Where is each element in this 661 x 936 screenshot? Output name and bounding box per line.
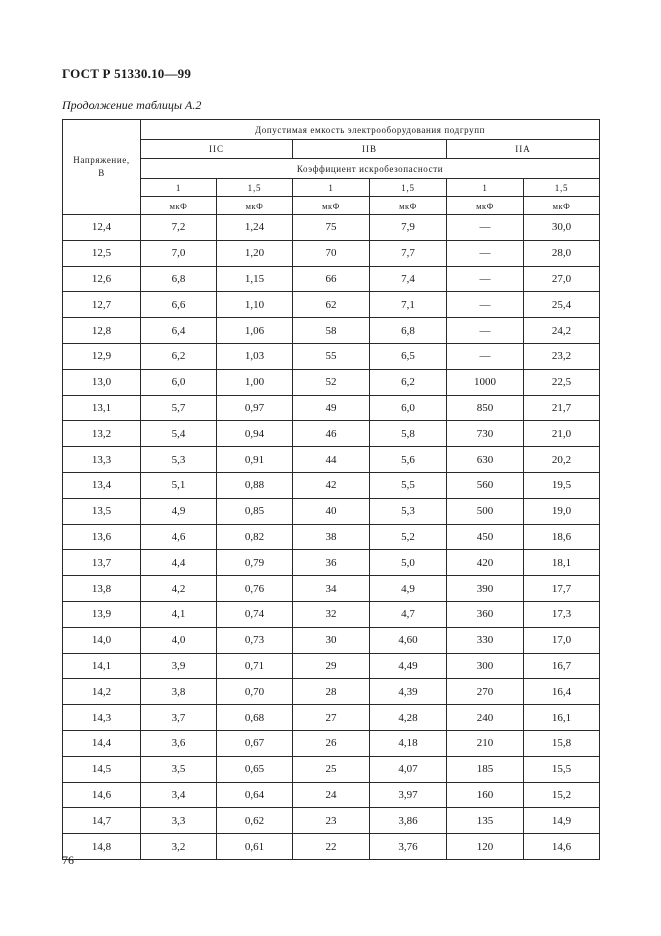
capacitance-cell: 20,2 bbox=[524, 447, 600, 473]
capacitance-cell: 7,2 bbox=[141, 215, 217, 241]
unit-header: мкФ bbox=[293, 197, 370, 215]
capacitance-cell: 27,0 bbox=[524, 266, 600, 292]
capacitance-cell: 42 bbox=[293, 472, 370, 498]
capacitance-cell: 1,06 bbox=[217, 318, 293, 344]
capacity-header: Допустимая емкость электрооборудования подгрупп bbox=[141, 120, 600, 140]
capacitance-cell: 24,2 bbox=[524, 318, 600, 344]
capacitance-cell: 1,03 bbox=[217, 343, 293, 369]
capacitance-cell: 21,0 bbox=[524, 421, 600, 447]
capacitance-cell: 24 bbox=[293, 782, 370, 808]
capacitance-cell: 0,91 bbox=[217, 447, 293, 473]
capacitance-cell: 16,1 bbox=[524, 705, 600, 731]
capacitance-cell: 70 bbox=[293, 240, 370, 266]
group-header: IIВ bbox=[293, 140, 447, 159]
capacitance-cell: 0,71 bbox=[217, 653, 293, 679]
capacitance-cell: 3,5 bbox=[141, 756, 217, 782]
capacitance-cell: 17,7 bbox=[524, 576, 600, 602]
unit-header: мкФ bbox=[141, 197, 217, 215]
table-row bbox=[63, 782, 600, 808]
unit-header: мкФ bbox=[524, 197, 600, 215]
table-row bbox=[63, 421, 600, 447]
capacitance-cell: 3,6 bbox=[141, 730, 217, 756]
capacitance-cell: 850 bbox=[447, 395, 524, 421]
capacitance-cell: 0,64 bbox=[217, 782, 293, 808]
capacitance-cell: 0,67 bbox=[217, 730, 293, 756]
capacitance-cell: 0,74 bbox=[217, 601, 293, 627]
capacitance-cell: 0,88 bbox=[217, 472, 293, 498]
capacitance-cell: 1,15 bbox=[217, 266, 293, 292]
capacitance-cell: 240 bbox=[447, 705, 524, 731]
capacitance-cell: 16,4 bbox=[524, 679, 600, 705]
factor-header: 1 bbox=[293, 179, 370, 197]
voltage-cell: 12,8 bbox=[63, 318, 141, 344]
capacitance-cell: 58 bbox=[293, 318, 370, 344]
capacitance-cell: 500 bbox=[447, 498, 524, 524]
capacitance-cell: 4,28 bbox=[370, 705, 447, 731]
voltage-cell: 14,8 bbox=[63, 834, 141, 860]
capacitance-cell: 3,97 bbox=[370, 782, 447, 808]
unit-header: мкФ bbox=[217, 197, 293, 215]
voltage-cell: 14,1 bbox=[63, 653, 141, 679]
voltage-cell: 12,7 bbox=[63, 292, 141, 318]
capacitance-cell: 1000 bbox=[447, 369, 524, 395]
capacitance-cell: 16,7 bbox=[524, 653, 600, 679]
capacitance-cell: 4,6 bbox=[141, 524, 217, 550]
voltage-cell: 13,6 bbox=[63, 524, 141, 550]
factor-header: 1,5 bbox=[370, 179, 447, 197]
capacitance-cell: 6,5 bbox=[370, 343, 447, 369]
capacitance-cell: 0,65 bbox=[217, 756, 293, 782]
capacitance-cell: 5,7 bbox=[141, 395, 217, 421]
factor-header: 1,5 bbox=[524, 179, 600, 197]
table-row bbox=[63, 292, 600, 318]
capacitance-cell: 32 bbox=[293, 601, 370, 627]
group-header: IIС bbox=[141, 140, 293, 159]
table-row bbox=[63, 730, 600, 756]
capacitance-cell: 55 bbox=[293, 343, 370, 369]
capacitance-cell: 44 bbox=[293, 447, 370, 473]
capacitance-cell: 3,2 bbox=[141, 834, 217, 860]
capacitance-cell: 6,4 bbox=[141, 318, 217, 344]
capacitance-cell: 1,00 bbox=[217, 369, 293, 395]
voltage-cell: 12,9 bbox=[63, 343, 141, 369]
capacitance-cell: 17,0 bbox=[524, 627, 600, 653]
voltage-cell: 14,5 bbox=[63, 756, 141, 782]
capacitance-cell: 22,5 bbox=[524, 369, 600, 395]
capacitance-cell: — bbox=[447, 318, 524, 344]
capacitance-cell: 6,8 bbox=[370, 318, 447, 344]
capacitance-cell: 6,6 bbox=[141, 292, 217, 318]
table-row bbox=[63, 215, 600, 241]
capacitance-cell: 270 bbox=[447, 679, 524, 705]
voltage-header-label: Напряжение, bbox=[73, 155, 130, 165]
voltage-cell: 13,7 bbox=[63, 550, 141, 576]
capacitance-cell: 52 bbox=[293, 369, 370, 395]
capacitance-cell: 185 bbox=[447, 756, 524, 782]
capacitance-cell: 135 bbox=[447, 808, 524, 834]
capacitance-cell: 30 bbox=[293, 627, 370, 653]
capacitance-cell: 0,73 bbox=[217, 627, 293, 653]
table-row bbox=[63, 834, 600, 860]
capacitance-cell: 4,0 bbox=[141, 627, 217, 653]
table-row bbox=[63, 343, 600, 369]
capacitance-cell: 28,0 bbox=[524, 240, 600, 266]
capacitance-table bbox=[62, 119, 600, 860]
capacitance-cell: 21,7 bbox=[524, 395, 600, 421]
capacitance-cell: 730 bbox=[447, 421, 524, 447]
table-row bbox=[63, 369, 600, 395]
capacitance-cell: 36 bbox=[293, 550, 370, 576]
capacitance-cell: 0,97 bbox=[217, 395, 293, 421]
voltage-cell: 14,2 bbox=[63, 679, 141, 705]
table-row bbox=[63, 318, 600, 344]
capacitance-cell: 17,3 bbox=[524, 601, 600, 627]
table-row bbox=[63, 472, 600, 498]
capacitance-cell: 5,3 bbox=[370, 498, 447, 524]
capacitance-cell: 0,79 bbox=[217, 550, 293, 576]
capacitance-cell: 3,3 bbox=[141, 808, 217, 834]
capacitance-cell: 420 bbox=[447, 550, 524, 576]
table-row bbox=[63, 679, 600, 705]
capacitance-cell: 66 bbox=[293, 266, 370, 292]
capacitance-cell: 0,94 bbox=[217, 421, 293, 447]
capacitance-cell: 3,9 bbox=[141, 653, 217, 679]
capacitance-cell: 27 bbox=[293, 705, 370, 731]
table-body bbox=[63, 215, 600, 860]
capacitance-cell: 29 bbox=[293, 653, 370, 679]
capacitance-cell: 46 bbox=[293, 421, 370, 447]
table-row bbox=[63, 524, 600, 550]
factor-header: 1 bbox=[141, 179, 217, 197]
unit-header: мкФ bbox=[447, 197, 524, 215]
capacitance-cell: 18,6 bbox=[524, 524, 600, 550]
group-header: IIА bbox=[447, 140, 600, 159]
table-row bbox=[63, 498, 600, 524]
table-row bbox=[63, 240, 600, 266]
table-row bbox=[63, 447, 600, 473]
capacitance-cell: 14,9 bbox=[524, 808, 600, 834]
table-row bbox=[63, 808, 600, 834]
capacitance-cell: 450 bbox=[447, 524, 524, 550]
capacitance-cell: 4,49 bbox=[370, 653, 447, 679]
capacitance-cell: 210 bbox=[447, 730, 524, 756]
capacitance-cell: 5,3 bbox=[141, 447, 217, 473]
capacitance-cell: 25 bbox=[293, 756, 370, 782]
capacitance-cell: 15,2 bbox=[524, 782, 600, 808]
safety-factor-header: Коэффициент искробезопасности bbox=[141, 159, 600, 179]
voltage-cell: 13,5 bbox=[63, 498, 141, 524]
table-row bbox=[63, 576, 600, 602]
capacitance-cell: 3,76 bbox=[370, 834, 447, 860]
table-row bbox=[63, 550, 600, 576]
capacitance-cell: 5,6 bbox=[370, 447, 447, 473]
capacitance-cell: 5,2 bbox=[370, 524, 447, 550]
voltage-cell: 13,1 bbox=[63, 395, 141, 421]
voltage-cell: 13,9 bbox=[63, 601, 141, 627]
table-row bbox=[63, 756, 600, 782]
capacitance-cell: 5,1 bbox=[141, 472, 217, 498]
capacitance-cell: 6,2 bbox=[370, 369, 447, 395]
voltage-column-header bbox=[63, 120, 141, 215]
factor-header: 1,5 bbox=[217, 179, 293, 197]
capacitance-cell: 4,9 bbox=[141, 498, 217, 524]
capacitance-cell: 34 bbox=[293, 576, 370, 602]
capacitance-cell: 15,8 bbox=[524, 730, 600, 756]
capacitance-cell: 6,2 bbox=[141, 343, 217, 369]
capacitance-cell: — bbox=[447, 343, 524, 369]
capacitance-cell: 300 bbox=[447, 653, 524, 679]
capacitance-cell: 1,20 bbox=[217, 240, 293, 266]
table-caption: Продолжение таблицы А.2 bbox=[62, 98, 202, 112]
capacitance-cell: 7,0 bbox=[141, 240, 217, 266]
capacitance-cell: 7,7 bbox=[370, 240, 447, 266]
capacitance-cell: 390 bbox=[447, 576, 524, 602]
voltage-cell: 13,4 bbox=[63, 472, 141, 498]
capacitance-cell: 0,70 bbox=[217, 679, 293, 705]
voltage-cell: 14,7 bbox=[63, 808, 141, 834]
capacitance-cell: 15,5 bbox=[524, 756, 600, 782]
table-row bbox=[63, 601, 600, 627]
capacitance-cell: 75 bbox=[293, 215, 370, 241]
voltage-cell: 12,5 bbox=[63, 240, 141, 266]
capacitance-cell: 14,6 bbox=[524, 834, 600, 860]
capacitance-cell: 38 bbox=[293, 524, 370, 550]
voltage-cell: 13,8 bbox=[63, 576, 141, 602]
voltage-cell: 13,3 bbox=[63, 447, 141, 473]
capacitance-cell: 40 bbox=[293, 498, 370, 524]
capacitance-cell: 0,76 bbox=[217, 576, 293, 602]
capacitance-cell: 25,4 bbox=[524, 292, 600, 318]
capacitance-cell: 4,7 bbox=[370, 601, 447, 627]
capacitance-cell: 0,68 bbox=[217, 705, 293, 731]
unit-header: мкФ bbox=[370, 197, 447, 215]
factor-header: 1 bbox=[447, 179, 524, 197]
capacitance-cell: 23,2 bbox=[524, 343, 600, 369]
voltage-cell: 12,6 bbox=[63, 266, 141, 292]
capacitance-cell: 4,18 bbox=[370, 730, 447, 756]
capacitance-cell: 3,4 bbox=[141, 782, 217, 808]
capacitance-cell: 3,86 bbox=[370, 808, 447, 834]
capacitance-cell: 1,10 bbox=[217, 292, 293, 318]
capacitance-cell: 4,4 bbox=[141, 550, 217, 576]
capacitance-cell: 19,5 bbox=[524, 472, 600, 498]
capacitance-cell: 0,85 bbox=[217, 498, 293, 524]
capacitance-cell: 22 bbox=[293, 834, 370, 860]
capacitance-cell: 4,2 bbox=[141, 576, 217, 602]
table-row bbox=[63, 395, 600, 421]
capacitance-cell: 28 bbox=[293, 679, 370, 705]
table-row bbox=[63, 266, 600, 292]
capacitance-cell: — bbox=[447, 292, 524, 318]
capacitance-cell: 5,5 bbox=[370, 472, 447, 498]
capacitance-cell: 120 bbox=[447, 834, 524, 860]
capacitance-cell: 5,8 bbox=[370, 421, 447, 447]
capacitance-cell: 0,61 bbox=[217, 834, 293, 860]
capacitance-cell: 4,1 bbox=[141, 601, 217, 627]
capacitance-cell: 6,8 bbox=[141, 266, 217, 292]
capacitance-cell: 330 bbox=[447, 627, 524, 653]
capacitance-cell: 30,0 bbox=[524, 215, 600, 241]
table-row bbox=[63, 653, 600, 679]
table-row bbox=[63, 705, 600, 731]
capacitance-cell: — bbox=[447, 215, 524, 241]
capacitance-cell: 18,1 bbox=[524, 550, 600, 576]
capacitance-cell: 23 bbox=[293, 808, 370, 834]
capacitance-cell: 4,9 bbox=[370, 576, 447, 602]
voltage-cell: 14,3 bbox=[63, 705, 141, 731]
capacitance-cell: 1,24 bbox=[217, 215, 293, 241]
capacitance-cell: — bbox=[447, 266, 524, 292]
table-row bbox=[63, 627, 600, 653]
capacitance-cell: 630 bbox=[447, 447, 524, 473]
capacitance-cell: 5,4 bbox=[141, 421, 217, 447]
capacitance-cell: 7,4 bbox=[370, 266, 447, 292]
page-number: 76 bbox=[62, 853, 74, 867]
capacitance-cell: 3,8 bbox=[141, 679, 217, 705]
capacitance-cell: 6,0 bbox=[141, 369, 217, 395]
capacitance-cell: 560 bbox=[447, 472, 524, 498]
capacitance-cell: 4,60 bbox=[370, 627, 447, 653]
voltage-cell: 13,0 bbox=[63, 369, 141, 395]
capacitance-cell: 19,0 bbox=[524, 498, 600, 524]
document-title: ГОСТ Р 51330.10—99 bbox=[62, 66, 192, 81]
voltage-cell: 14,6 bbox=[63, 782, 141, 808]
capacitance-cell: 0,62 bbox=[217, 808, 293, 834]
voltage-header-unit: В bbox=[98, 168, 105, 178]
capacitance-cell: 4,39 bbox=[370, 679, 447, 705]
capacitance-cell: 6,0 bbox=[370, 395, 447, 421]
voltage-cell: 12,4 bbox=[63, 215, 141, 241]
capacitance-cell: 7,1 bbox=[370, 292, 447, 318]
voltage-cell: 13,2 bbox=[63, 421, 141, 447]
voltage-cell: 14,4 bbox=[63, 730, 141, 756]
capacitance-cell: 0,82 bbox=[217, 524, 293, 550]
capacitance-cell: 3,7 bbox=[141, 705, 217, 731]
capacitance-cell: 62 bbox=[293, 292, 370, 318]
capacitance-cell: 7,9 bbox=[370, 215, 447, 241]
capacitance-cell: 4,07 bbox=[370, 756, 447, 782]
capacitance-cell: 26 bbox=[293, 730, 370, 756]
capacitance-cell: 49 bbox=[293, 395, 370, 421]
capacitance-cell: 360 bbox=[447, 601, 524, 627]
capacitance-cell: 160 bbox=[447, 782, 524, 808]
capacitance-cell: 5,0 bbox=[370, 550, 447, 576]
voltage-cell: 14,0 bbox=[63, 627, 141, 653]
capacitance-cell: — bbox=[447, 240, 524, 266]
